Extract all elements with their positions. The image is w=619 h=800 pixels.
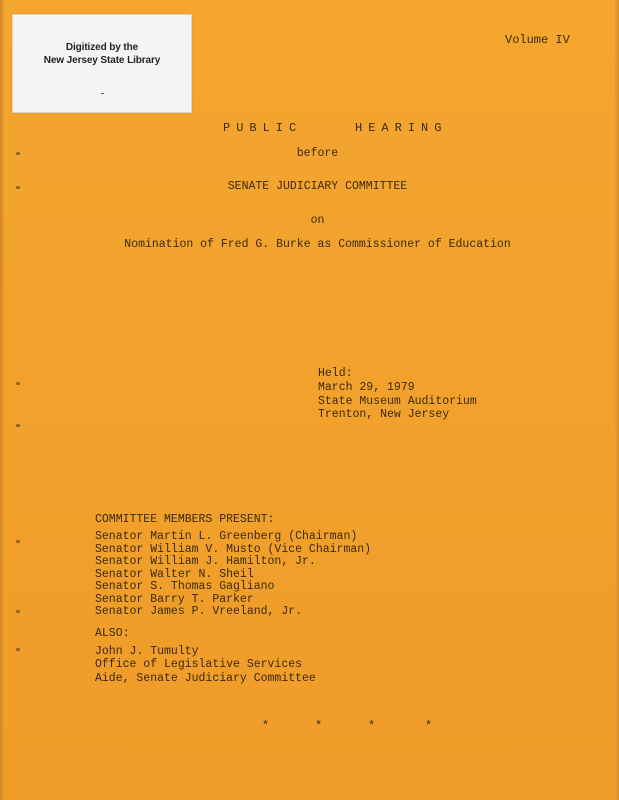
sticker-mark: [101, 93, 104, 94]
binding-hole: [16, 152, 20, 155]
document-title: PUBLIC HEARING: [223, 121, 448, 135]
nomination-subject: Nomination of Fred G. Burke as Commissioner of Education: [124, 238, 511, 251]
before-label: before: [296, 147, 339, 160]
separator-star: *: [425, 719, 433, 733]
also-item: Office of Legislative Services: [95, 658, 303, 672]
hearing-details: [318, 367, 477, 422]
sticker-text: [13, 41, 191, 67]
on-label: on: [310, 214, 325, 227]
also-item: John J. Tumulty: [95, 645, 199, 658]
hearing-city: Trenton, New Jersey: [318, 408, 450, 422]
also-list: [95, 645, 316, 685]
binding-hole: [16, 424, 20, 427]
member-item: Senator Walter N. Sheil: [95, 567, 254, 581]
separator-star: *: [262, 719, 270, 733]
binding-hole: [16, 648, 20, 651]
binding-hole: [16, 382, 20, 385]
members-list: [95, 531, 371, 619]
sticker-line-2: New Jersey State Library: [43, 55, 161, 66]
members-heading: COMMITTEE MEMBERS PRESENT:: [95, 513, 275, 526]
member-item: Senator S. Thomas Gagliano: [95, 580, 275, 593]
hearing-venue: State Museum Auditorium: [318, 394, 477, 408]
separator-star: *: [315, 719, 323, 733]
held-label: Held:: [318, 367, 353, 380]
sticker-line-1: Digitized by the: [65, 42, 139, 53]
binding-hole: [16, 186, 20, 189]
member-item: Senator James P. Vreeland, Jr.: [95, 605, 303, 618]
binding-hole: [16, 610, 20, 613]
page-left-edge: [0, 0, 4, 800]
committee-name: SENATE JUDICIARY COMMITTEE: [227, 180, 408, 193]
member-item: Senator William V. Musto (Vice Chairman): [95, 542, 372, 556]
member-item: Senator William J. Hamilton, Jr.: [95, 555, 316, 568]
library-sticker: [12, 14, 192, 113]
member-item: Senator Barry T. Parker: [95, 592, 254, 606]
page-right-edge: [615, 0, 619, 800]
also-item: Aide, Senate Judiciary Committee: [95, 671, 316, 685]
also-heading: ALSO:: [95, 627, 130, 640]
volume-label: Volume IV: [505, 33, 570, 47]
binding-hole: [16, 540, 20, 543]
hearing-date: March 29, 1979: [318, 380, 415, 394]
separator-star: *: [368, 719, 376, 733]
member-item: Senator Martin L. Greenberg (Chairman): [95, 530, 358, 543]
